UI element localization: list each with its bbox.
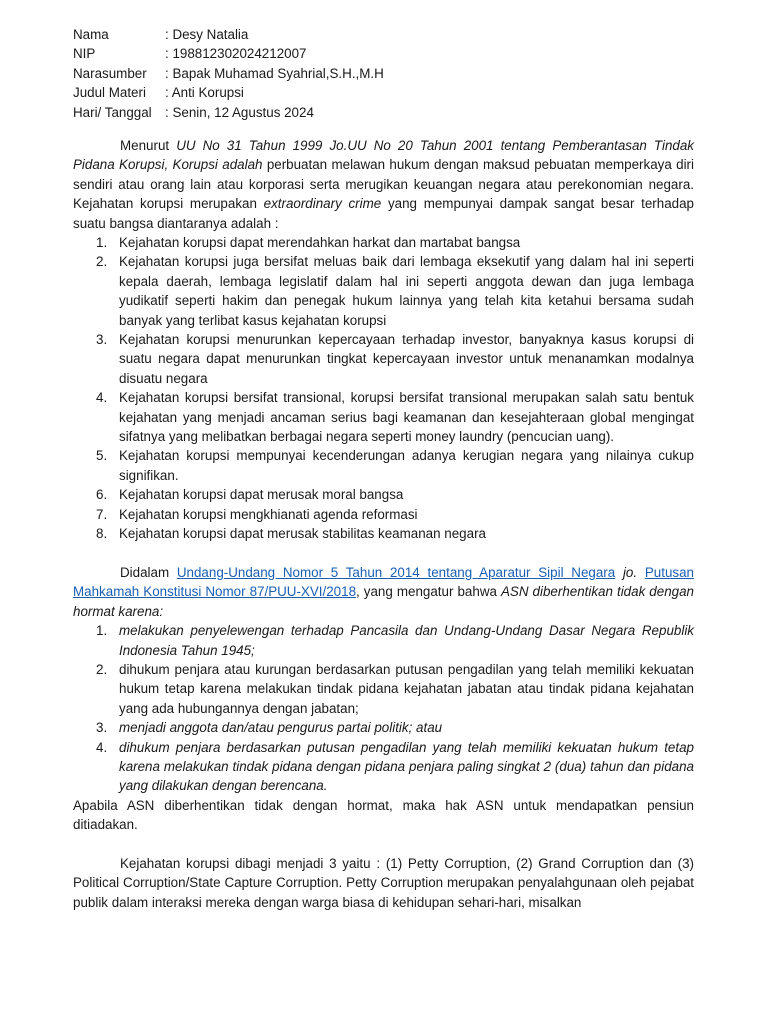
meta-row-nama — [73, 25, 694, 44]
header-info — [73, 25, 694, 122]
impact-text: Kejahatan korupsi juga bersifat meluas baik dari lembaga eksekutif yang dalam hal ini seperti kepala daerah, lembaga legislatif dalam hal ini seperti anggota dewan dan juga lembaga yudikatif seperti hakim dan penegak hukum lainnya yang telah kita ketahui bersama sudah banyak yang terlibat kasus kejahatan korupsi — [119, 254, 694, 328]
intro-text: Menurut — [120, 137, 177, 153]
meta-label: Hari/ Tanggal — [73, 104, 152, 120]
meta-label: NIP — [73, 46, 96, 62]
list-item: 3. Kejahatan korupsi menurunkan kepercayaan terhadap investor, banyaknya kasus korupsi di suatu negara dapat menurunkan tingkat kepercayaan investor untuk menanamkan modalnya disuatu negara — [96, 332, 694, 386]
meta-label: Nama — [73, 27, 109, 42]
meta-value: : Bapak Muhamad Syahrial,S.H.,M.H — [165, 65, 384, 81]
list-item: 3. menjadi anggota dan/atau pengurus partai politik; atau — [96, 720, 443, 736]
corruption-types-paragraph: Kejahatan korupsi dibagi menjadi 3 yaitu : (1) Petty Corruption, (2) Grand Corruption dan (3) Political Corruption/State Capture Corruption. Petty Corruption merupakan penyalahgunaan oleh pejabat publik dalam interaksi mereka dengan warga biasa di kehidupan sehari-hari, misalkan — [73, 855, 694, 910]
list-item: 7. Kejahatan korupsi mengkhianati agenda reformasi — [96, 506, 418, 522]
meta-value: : Anti Korupsi — [165, 85, 244, 101]
list-item: 2. dihukum penjara atau kurungan berdasarkan putusan pengadilan yang telah memiliki kekuatan hukum tetap karena melakukan tindak pidana kejahatan jabatan atau tindak pidana kejahatan yang ada hubungannya dengan jabatan; — [96, 661, 694, 716]
meta-row-judul-materi — [73, 83, 694, 102]
pension-paragraph: Apabila ASN diberhentikan tidak dengan hormat, maka hak ASN untuk mendapatkan pensiun ditiadakan. — [73, 797, 694, 833]
asn-reasons-list — [73, 621, 694, 796]
asn-emphasis: ASN diberhentikan tidak dengan hormat karena: — [73, 584, 694, 619]
list-item: 1. Kejahatan korupsi dapat merendahkan harkat dan martabat bangsa — [96, 234, 521, 250]
meta-value: : 198812302024212007 — [165, 46, 307, 62]
reason-text: melakukan penyelewengan terhadap Pancasila dan Undang-Undang Dasar Negara Republik Indonesia Tahun 1945; — [119, 623, 694, 658]
meta-value: : Desy Natalia — [165, 27, 249, 42]
impact-text: Kejahatan korupsi dapat merusak moral bangsa — [119, 487, 404, 503]
reason-text: dihukum penjara atau kurungan berdasarkan putusan pengadilan yang telah memiliki kekuatan hukum tetap karena melakukan tindak pidana kejahatan jabatan atau tindak pidana kejahatan yang ada hubungannya dengan jabatan; — [119, 661, 694, 716]
impact-text: Kejahatan korupsi menurunkan kepercayaan terhadap investor, banyaknya kasus korupsi di suatu negara dapat menurunkan tingkat kepercayaan investor untuk menanamkan modalnya disuatu negara — [119, 332, 694, 386]
impact-text: Kejahatan korupsi bersifat transional, korupsi bersifat transional merupakan salah satu bentuk kejahatan yang menjadi ancaman serius bagi keamanan dan kesejahteraan global mengingat sifatnya yang melibatkan berbagai negara seperti money laundry (pencucian uang). — [119, 390, 694, 445]
asn-paragraph — [73, 563, 694, 621]
spacer — [73, 543, 694, 562]
list-item: 4. Kejahatan korupsi bersifat transional, korupsi bersifat transional merupakan salah satu bentuk kejahatan yang menjadi ancaman serius bagi keamanan dan kesejahteraan global mengingat sifatnya yang melibatkan berbagai negara seperti money laundry (pencucian uang). — [96, 390, 694, 445]
reason-text: menjadi anggota dan/atau pengurus partai politik; atau — [119, 720, 443, 736]
law-link-putusan-mk[interactable]: Putusan Mahkamah Konstitusi Nomor 87/PUU-XVI/2018 — [73, 564, 694, 600]
intro-law-reference: UU No 31 Tahun 1999 Jo.UU No 20 Tahun 2001 tentang Pemberantasan Tindak Pidana Korupsi, Korupsi adalah — [73, 137, 694, 173]
list-item: 5. Kejahatan korupsi mempunyai kecenderungan adanya kerugian negara yang nilainya cukup signifikan. — [96, 448, 694, 483]
document-page — [73, 25, 694, 912]
asn-text: Didalam — [120, 564, 177, 580]
intro-emphasis: extraordinary crime — [263, 196, 382, 212]
meta-label: Judul Materi — [73, 85, 146, 101]
impact-list — [73, 233, 694, 544]
impact-text: Kejahatan korupsi mengkhianati agenda reformasi — [119, 506, 418, 522]
intro-paragraph — [73, 136, 694, 233]
impact-text: Kejahatan korupsi mempunyai kecenderungan adanya kerugian negara yang nilainya cukup signifikan. — [119, 448, 694, 483]
list-item: 2. Kejahatan korupsi juga bersifat meluas baik dari lembaga eksekutif yang dalam hal ini seperti kepala daerah, lembaga legislatif dalam hal ini seperti anggota dewan dan juga lembaga yudikatif seperti hakim dan penegak hukum lainnya yang telah kita ketahui bersama sudah banyak yang terlibat kasus kejahatan korupsi — [96, 254, 694, 328]
meta-row-narasumber — [73, 64, 694, 83]
list-item: 4. dihukum penjara berdasarkan putusan pengadilan yang telah memiliki kekuatan hukum tetap karena melakukan tindak pidana dengan pidana penjara paling singkat 2 (dua) tahun dan pidana yang dilakukan dengan berencana. — [96, 739, 694, 794]
intro-text: yang mempunyai dampak sangat besar terhadap suatu bangsa diantaranya adalah : — [73, 196, 694, 231]
impact-text: Kejahatan korupsi dapat merusak stabilitas keamanan negara — [119, 526, 486, 542]
list-item: 6. Kejahatan korupsi dapat merusak moral bangsa — [96, 487, 404, 503]
list-item: 1. melakukan penyelewengan terhadap Pancasila dan Undang-Undang Dasar Negara Republik Indonesia Tahun 1945; — [96, 623, 694, 658]
intro-text: perbuatan melawan hukum dengan maksud pebuatan memperkaya diri sendiri atau orang lain atau korporasi serta merugikan keuangan negara atau perekonomian negara. Kejahatan korupsi merupakan — [73, 157, 694, 212]
asn-text: , yang mengatur bahwa — [356, 584, 501, 600]
asn-text: jo. — [615, 564, 645, 580]
list-item: 8. Kejahatan korupsi dapat merusak stabilitas keamanan negara — [96, 526, 486, 542]
reason-text: dihukum penjara berdasarkan putusan pengadilan yang telah memiliki kekuatan hukum tetap karena melakukan tindak pidana dengan pidana penjara paling singkat 2 (dua) tahun dan pidana yang dilakukan dengan berencana. — [119, 739, 694, 794]
meta-value: : Senin, 12 Agustus 2024 — [165, 104, 314, 120]
spacer — [73, 835, 694, 854]
meta-row-nip — [73, 44, 694, 63]
law-link-uu-asn[interactable]: Undang-Undang Nomor 5 Tahun 2014 tentang Aparatur Sipil Negara — [176, 564, 616, 580]
meta-label: Narasumber — [73, 65, 147, 81]
meta-row-hari-tanggal — [73, 103, 694, 122]
impact-text: Kejahatan korupsi dapat merendahkan harkat dan martabat bangsa — [119, 234, 521, 250]
